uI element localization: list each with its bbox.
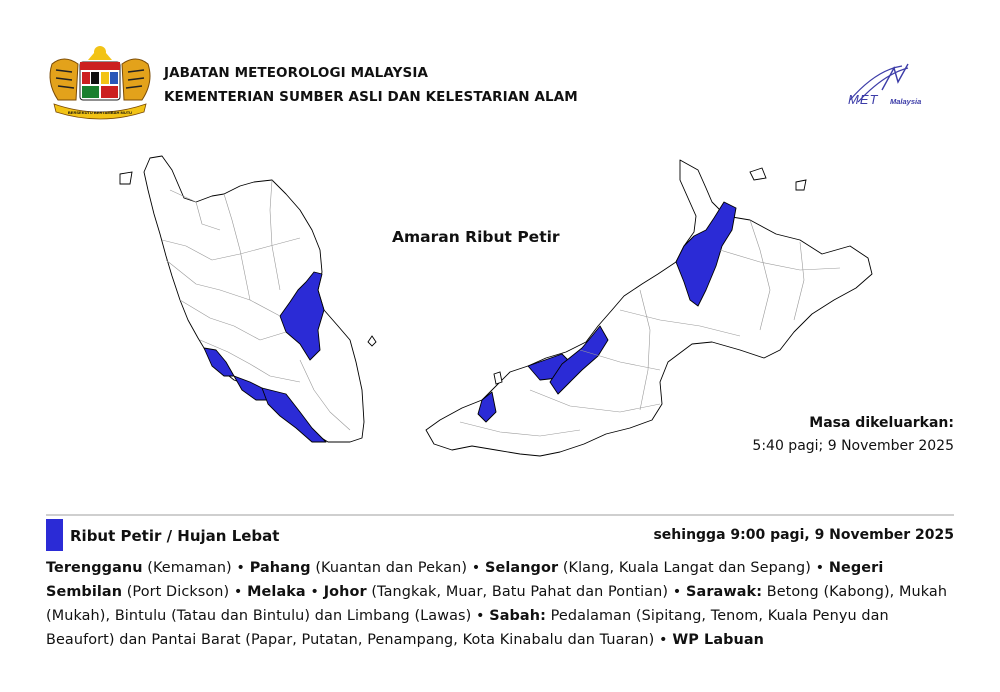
areas-negeri-sembilan: (Port Dickson) • [122, 584, 248, 600]
map-title: Amaran Ribut Petir [392, 228, 560, 246]
state-selangor: Selangor [485, 560, 559, 576]
agency-name: JABATAN METEOROLOGI MALAYSIA [164, 65, 429, 81]
met-malaysia-logo [846, 60, 956, 110]
state-melaka: Melaka [247, 584, 306, 600]
areas-sabah: Pedalaman (Sipitang, Tenom, Kuala Penyu dan Beaufort) dan Pantai Barat (Papar, Putatan, Penampang, Kota Kinabalu dan Tuaran) • [46, 608, 889, 648]
valid-until: sehingga 9:00 pagi, 9 November 2025 [653, 527, 954, 543]
coat-of-arms-logo [44, 42, 156, 122]
areas-johor: (Tangkak, Muar, Batu Pahat dan Pontian) • [366, 584, 687, 600]
state-wp-labuan: WP Labuan [672, 632, 765, 648]
areas-sarawak: Betong (Kabong), Mukah (Mukah), Bintulu (Tatau dan Bintulu) dan Limbang (Lawas) • [46, 584, 948, 624]
state-sabah: Sabah: [489, 608, 546, 624]
crest-motto: BERSEKUTU BERTAMBAH MUTU [67, 110, 133, 115]
affected-areas-text [46, 556, 956, 652]
state-sarawak: Sarawak: [686, 584, 763, 600]
areas-terengganu: (Kemaman) • [142, 560, 250, 576]
areas-pahang: (Kuantan dan Pekan) • [310, 560, 486, 576]
met-logo-text: MET [848, 92, 879, 107]
state-negeri-sembilan: Negeri Sembilan [46, 560, 884, 600]
state-pahang: Pahang [249, 560, 311, 576]
issued-label: Masa dikeluarkan: [809, 415, 954, 431]
legend-swatch [46, 519, 63, 551]
malaysia-map [100, 150, 890, 470]
areas-selangor: (Klang, Kuala Langat dan Sepang) • [558, 560, 829, 576]
issued-time: 5:40 pagi; 9 November 2025 [752, 438, 954, 454]
divider [46, 514, 954, 516]
areas-melaka: • [305, 584, 324, 600]
state-johor: Johor [323, 584, 367, 600]
state-terengganu: Terengganu [46, 560, 143, 576]
legend-title: Ribut Petir / Hujan Lebat [70, 527, 280, 545]
ministry-name: KEMENTERIAN SUMBER ASLI DAN KELESTARIAN ALAM [164, 89, 578, 105]
met-logo-malaysia-text: Malaysia [890, 97, 922, 106]
